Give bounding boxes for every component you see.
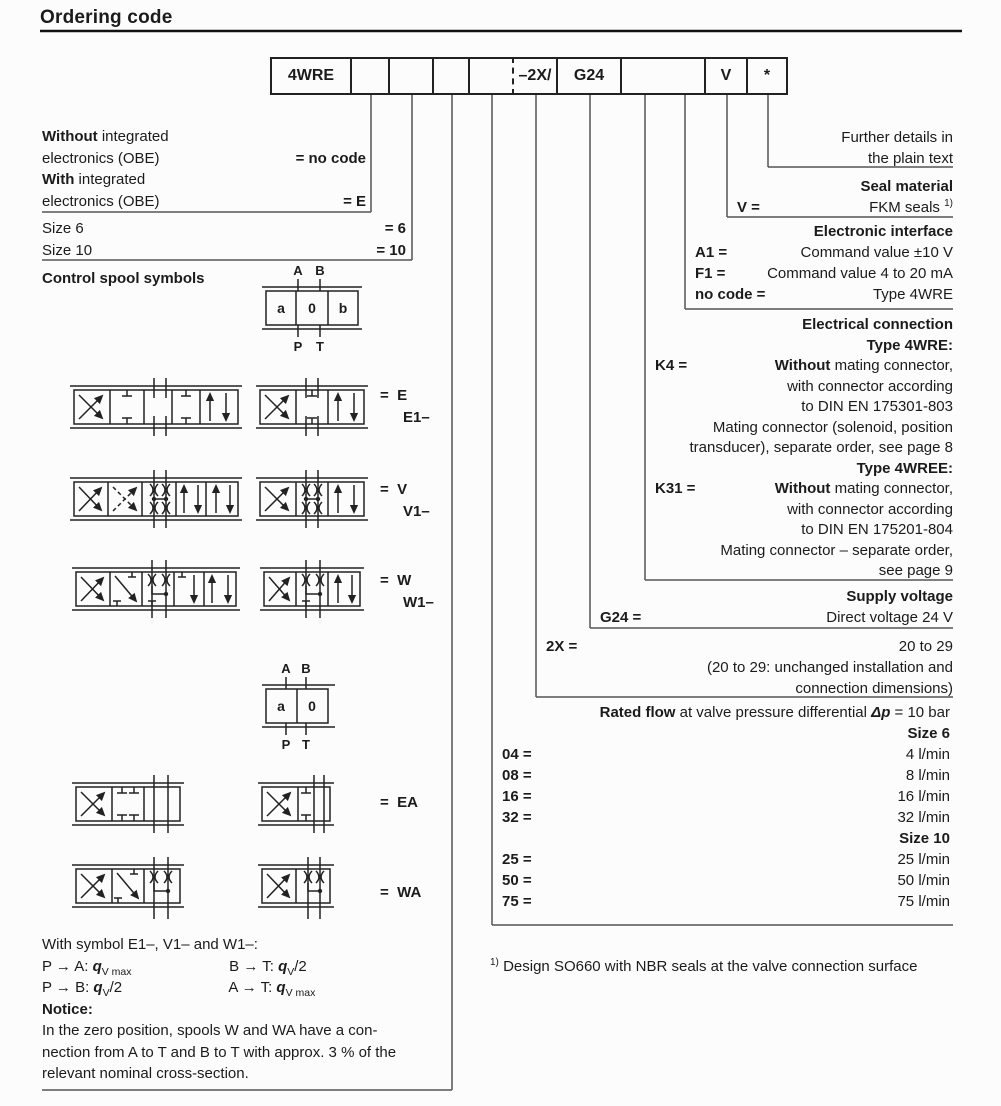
spool-code-v: = V <box>380 481 408 498</box>
notice-title: Notice: <box>42 1000 93 1018</box>
obe-line3: integrated <box>74 171 146 188</box>
seal-material-section <box>737 176 953 218</box>
code-box-flow-field <box>468 57 514 95</box>
conn-code-k4: K4 = <box>655 357 688 374</box>
page-title: Ordering code <box>40 7 173 28</box>
code-box-size-field <box>388 57 434 95</box>
flow-code-08: 08 = <box>502 767 532 784</box>
obe-line4: electronics (OBE) <box>42 192 160 210</box>
conn-line: to DIN EN 175301-803 <box>801 398 953 415</box>
voltage-value: Direct voltage 24 V <box>826 609 953 626</box>
flow-size10-header: Size 10 <box>899 830 950 847</box>
seal-row <box>737 197 953 218</box>
valve-symbol-wa-wide <box>72 857 184 921</box>
spool-code-e: = E <box>380 387 408 404</box>
size6-label: Size 6 <box>42 220 84 237</box>
port-label: A <box>293 263 303 278</box>
conn-type-4wre: Type 4WRE: <box>866 336 953 354</box>
flow-value-08: 8 l/min <box>905 767 950 784</box>
conn-line: Mating connector – separate order, <box>720 541 953 559</box>
code-box-wildcard: * <box>746 57 788 95</box>
port-label: P <box>281 737 291 752</box>
spool-cell-a: a <box>277 698 285 714</box>
flow-value-16: 16 l/min <box>897 788 950 805</box>
flow-note-row2: P → B: $q_V/2$ A → T: $q_{V max}$ <box>42 979 316 999</box>
flow-value-32: 32 l/min <box>897 809 950 826</box>
valve-symbol-e-narrow <box>256 378 368 436</box>
ordering-code-box-row <box>270 57 788 95</box>
obe-line1: integrated <box>97 128 169 145</box>
flow-note-intro: With symbol E1–, V1– and W1–: <box>42 936 258 953</box>
conn-line: see page 9 <box>878 562 953 579</box>
conn-line: with connector according <box>787 377 953 395</box>
footnote-marker: 1) <box>490 957 499 968</box>
port-label: T <box>316 339 324 354</box>
flow-value-50: 50 l/min <box>897 872 950 889</box>
valve-symbol-w-wide <box>72 560 240 618</box>
series-value: 20 to 29 <box>898 638 953 655</box>
code-box-voltage: G24 <box>556 57 622 95</box>
conn-line: with connector according <box>787 500 953 518</box>
flow-value-25: 25 l/min <box>897 851 950 868</box>
port-label: B <box>315 263 325 278</box>
spool-code-w: = W <box>380 572 412 589</box>
spool-cell-b: b <box>338 300 348 316</box>
notice-line3: relevant nominal cross-section. <box>42 1065 249 1082</box>
voltage-title: Supply voltage <box>846 588 953 605</box>
iface-value-f1: Command value 4 to 20 mA <box>767 265 953 282</box>
spool-diagram-3pos <box>252 264 372 356</box>
iface-value-a1: Command value ±10 V <box>800 244 953 261</box>
iface-title: Electronic interface <box>813 223 953 240</box>
notice-line2: nection from A to T and B to T with approx. 3 % of the <box>42 1043 397 1061</box>
spool-code-v1: V1– <box>403 503 430 520</box>
code-box-series: –2X/ <box>512 57 558 95</box>
iface-value-nocode: Type 4WRE <box>872 286 953 303</box>
flow-code-50: 50 = <box>502 872 532 889</box>
size10-label: Size 10 <box>42 241 93 259</box>
code-box-obe-field <box>350 57 390 95</box>
further-line1: Further details in <box>841 129 953 146</box>
spool-diagram-2pos <box>256 662 341 754</box>
valve-symbol-ea-wide <box>72 775 184 833</box>
flow-size6-header: Size 6 <box>907 725 950 742</box>
flow-code-75: 75 = <box>502 893 532 910</box>
conn-type-4wree: Type 4WREE: <box>856 459 953 477</box>
spool-code-wa: = WA <box>380 884 422 901</box>
further-details-section <box>778 127 953 169</box>
footnote-text: Design SO660 with NBR seals at the valve connection surface <box>503 958 918 975</box>
conn-code-k31: K31 = <box>655 480 696 497</box>
code-box-seal: V <box>704 57 748 95</box>
port-label: P <box>293 339 303 354</box>
size-section <box>42 218 406 261</box>
valve-symbol-w-narrow <box>260 560 364 618</box>
spool-code-e1: E1– <box>403 409 430 426</box>
series-line2: (20 to 29: unchanged installation and <box>706 659 953 676</box>
obe-line3-bold: With <box>42 171 75 188</box>
iface-code-a1: A1 = <box>695 244 728 261</box>
electrical-connection-section: Electrical connection Type 4WRE: K4 = Without mating connector, with connector according to DIN EN 175301-803 Mating connector (solenoid, position transducer), separate order, see page 8 Type 4WREE: K31 = Without mating connector, with connector according to DIN EN 175201-804 Mating connector – separate order, see page 9 <box>655 315 953 582</box>
spool-code-ea: = EA <box>380 794 418 811</box>
flow-code-25: 25 = <box>502 851 532 868</box>
obe-section <box>42 126 366 212</box>
spool-cell-0: 0 <box>308 698 316 714</box>
seal-value: FKM seals <box>869 199 940 216</box>
footnote-ref: 1) <box>944 198 953 209</box>
obe-code-e: = E <box>343 192 366 210</box>
valve-symbol-e-wide <box>70 378 242 436</box>
valve-symbol-v-wide <box>70 470 242 528</box>
spool-title: Control spool symbols <box>42 270 205 287</box>
flow-code-04: 04 = <box>502 746 532 763</box>
further-line2: the plain text <box>867 150 953 167</box>
series-section <box>546 636 953 699</box>
spool-code-w1: W1– <box>403 594 434 611</box>
port-label: B <box>301 661 311 676</box>
obe-line2: electronics (OBE) <box>42 149 160 167</box>
size6-code: = 6 <box>384 220 406 237</box>
flow-value-75: 75 l/min <box>897 893 950 910</box>
port-label: T <box>302 737 310 752</box>
rated-flow-section <box>502 702 950 912</box>
flow-note-row1: P → A: $q_{V max}$ B → T: $q_V/2$ <box>42 957 307 978</box>
rated-flow-title: Rated flow at valve pressure differential Δp = 10 bar <box>599 704 950 721</box>
valve-symbol-wa-narrow <box>258 857 334 921</box>
iface-code-f1: F1 = <box>695 265 726 282</box>
conn-line: Mating connector (solenoid, position <box>712 418 953 436</box>
flow-note-section <box>42 934 447 1085</box>
code-box-spool-field <box>432 57 470 95</box>
code-box-connection-field <box>620 57 706 95</box>
conn-title: Electrical connection <box>802 316 953 333</box>
spool-cell-0: 0 <box>308 300 316 316</box>
notice-line1: In the zero position, spools W and WA have a con- <box>42 1022 378 1039</box>
valve-symbol-v-narrow <box>256 470 368 528</box>
series-line3: connection dimensions) <box>795 680 953 697</box>
obe-line1-bold: Without <box>42 128 98 145</box>
size10-code: = 10 <box>376 241 406 259</box>
flow-code-32: 32 = <box>502 809 532 826</box>
iface-code-nocode: no code = <box>695 286 766 303</box>
voltage-code-g24: G24 = <box>600 609 642 626</box>
spool-cell-a: a <box>277 300 285 316</box>
valve-symbol-ea-narrow <box>258 775 334 833</box>
code-box-4wre: 4WRE <box>270 57 352 95</box>
series-code-2x: 2X = <box>546 638 578 655</box>
conn-line: to DIN EN 175201-804 <box>801 521 953 538</box>
footnote <box>490 956 917 978</box>
supply-voltage-section <box>600 586 953 628</box>
obe-code-nocode: = no code <box>295 149 366 167</box>
electronic-interface-section <box>695 221 953 305</box>
flow-code-16: 16 = <box>502 788 532 805</box>
port-label: A <box>281 661 291 676</box>
flow-value-04: 4 l/min <box>905 746 950 763</box>
seal-code: V = <box>737 199 760 216</box>
seal-title: Seal material <box>860 178 953 195</box>
conn-line: transducer), separate order, see page 8 <box>689 439 953 456</box>
